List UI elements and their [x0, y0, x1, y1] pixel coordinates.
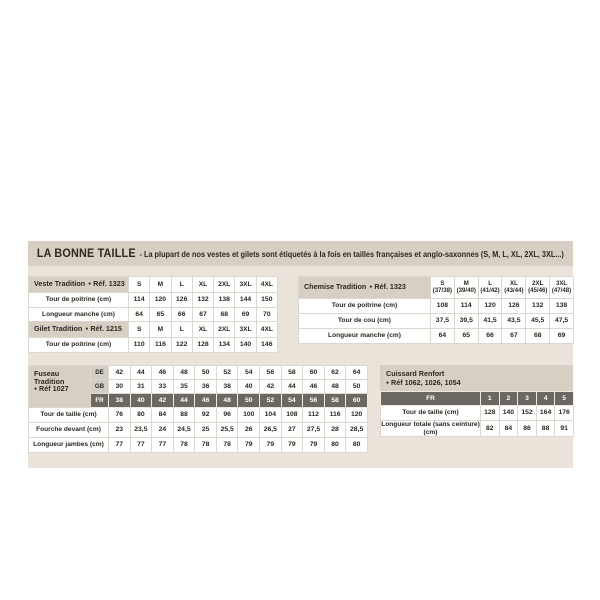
- value-cell: 144: [235, 293, 256, 308]
- table-title-cell: [299, 277, 431, 299]
- size-col-header: 3: [518, 392, 537, 406]
- table-title-cell: [380, 365, 573, 391]
- size-col-header: 2XL: [214, 277, 235, 293]
- size-cell: 62: [324, 366, 346, 380]
- size-cell: 64: [346, 366, 368, 380]
- value-cell: 47,5: [550, 314, 574, 329]
- size-header-row: [29, 322, 278, 338]
- size-cell: 36: [195, 380, 217, 394]
- value-cell: 152: [518, 406, 537, 421]
- table-name: Chemise Tradition: [304, 282, 367, 292]
- size-col-header: 3XL: [235, 322, 256, 338]
- ref-bullet-icon: ●: [34, 386, 38, 392]
- size-cell: 54: [281, 394, 303, 408]
- size-cell: 40: [130, 394, 152, 408]
- size-cell: 50: [238, 394, 260, 408]
- value-cell: 120: [346, 408, 368, 423]
- size-cell: 46: [152, 366, 174, 380]
- size-cell: 44: [281, 380, 303, 394]
- size-col-header: XL: [192, 277, 213, 293]
- measure-row: [29, 438, 368, 453]
- value-cell: 126: [502, 299, 526, 314]
- value-cell: 24,5: [173, 423, 195, 438]
- size-col-header: 4XL: [256, 322, 277, 338]
- value-cell: 108: [431, 299, 455, 314]
- table-ref-line: [386, 378, 573, 388]
- value-cell: 114: [454, 299, 478, 314]
- size-cell: 40: [238, 380, 260, 394]
- value-cell: 120: [150, 293, 171, 308]
- size-col-header: 3XL: [235, 277, 256, 293]
- value-cell: 84: [152, 408, 174, 423]
- value-cell: 146: [256, 338, 277, 353]
- ref-bullet-icon: ●: [369, 284, 373, 291]
- size-cell: 31: [130, 380, 152, 394]
- value-cell: 128: [192, 338, 213, 353]
- size-cell: 33: [152, 380, 174, 394]
- table-ref: Réf 1027: [39, 384, 69, 393]
- value-cell: 26,5: [260, 423, 282, 438]
- value-cell: 122: [171, 338, 192, 353]
- value-cell: 132: [192, 293, 213, 308]
- value-cell: 43,5: [502, 314, 526, 329]
- value-cell: 164: [536, 406, 555, 421]
- value-cell: 28,5: [346, 423, 368, 438]
- measure-row: [299, 299, 574, 314]
- chemise-tradition-table: [298, 276, 574, 344]
- size-cell: 50: [195, 366, 217, 380]
- measure-row: [381, 406, 574, 421]
- value-cell: 67: [192, 308, 213, 323]
- cuissard-renfort-table: [380, 365, 573, 437]
- size-col-header: L: [171, 322, 192, 338]
- value-cell: 25,5: [216, 423, 238, 438]
- value-cell: 82: [481, 421, 500, 437]
- table-name: Fuseau Tradition: [34, 369, 65, 386]
- size-col-header: 1: [481, 392, 500, 406]
- titlebar-text: [37, 248, 564, 260]
- table-name: Cuissard Renfort: [386, 369, 445, 378]
- size-system-label: DE: [91, 366, 109, 380]
- value-cell: 140: [235, 338, 256, 353]
- table-name: Veste Tradition: [34, 279, 86, 289]
- size-col-header: S: [129, 322, 150, 338]
- size-system-label: GB: [91, 380, 109, 394]
- value-cell: 69: [235, 308, 256, 323]
- value-cell: 39,5: [454, 314, 478, 329]
- value-cell: 91: [555, 421, 574, 437]
- measure-row: [29, 338, 278, 353]
- size-header-row: [299, 277, 574, 299]
- ref-bullet-icon: ●: [386, 380, 390, 386]
- value-cell: 23,5: [130, 423, 152, 438]
- value-cell: 88: [173, 408, 195, 423]
- row-label-cell: Longueur jambes (cm): [29, 438, 109, 453]
- size-col-header: 3XL (47/48): [550, 277, 574, 299]
- measure-row: [29, 408, 368, 423]
- measure-row: [299, 329, 574, 344]
- value-cell: 140: [499, 406, 518, 421]
- veste-tradition-table: [28, 276, 278, 323]
- size-col-header: 4XL: [256, 277, 277, 293]
- table-title-cell: [29, 366, 91, 408]
- size-cell: 35: [173, 380, 195, 394]
- size-cell: 42: [260, 380, 282, 394]
- size-cell: 52: [260, 394, 282, 408]
- size-col-header: 2XL: [214, 322, 235, 338]
- size-system-label: FR: [91, 394, 109, 408]
- value-cell: 45,5: [526, 314, 550, 329]
- value-cell: 114: [129, 293, 150, 308]
- value-cell: 41,5: [478, 314, 502, 329]
- size-cell: 48: [324, 380, 346, 394]
- value-cell: 104: [260, 408, 282, 423]
- ref-bullet-icon: ●: [88, 281, 92, 288]
- table-name: Gilet Tradition: [34, 324, 83, 334]
- table-title-cell: [29, 277, 129, 293]
- size-cell: 52: [216, 366, 238, 380]
- row-label-cell: Tour de poitrine (cm): [299, 299, 431, 314]
- value-cell: 108: [281, 408, 303, 423]
- size-system-label: FR: [381, 392, 481, 406]
- size-cell: 44: [130, 366, 152, 380]
- size-header-row: [381, 392, 574, 406]
- value-cell: 64: [431, 329, 455, 344]
- row-label-cell: Tour de cou (cm): [299, 314, 431, 329]
- size-cell: 46: [195, 394, 217, 408]
- size-header-row: [29, 277, 278, 293]
- size-cell: 48: [173, 366, 195, 380]
- size-cell: 58: [281, 366, 303, 380]
- value-cell: 23: [109, 423, 131, 438]
- size-guide-panel: [28, 241, 573, 468]
- table-ref-line: [34, 385, 90, 394]
- size-cell: 42: [109, 366, 131, 380]
- value-cell: 67: [502, 329, 526, 344]
- table-ref: Réf. 1215: [90, 324, 122, 334]
- size-col-header: M (39/40): [454, 277, 478, 299]
- value-cell: 80: [130, 408, 152, 423]
- measure-row: [29, 293, 278, 308]
- value-cell: 70: [256, 308, 277, 323]
- value-cell: 26: [238, 423, 260, 438]
- size-cell: 50: [346, 380, 368, 394]
- size-cell: 30: [109, 380, 131, 394]
- measure-row: [29, 423, 368, 438]
- size-cell: 60: [346, 394, 368, 408]
- size-cell: 38: [109, 394, 131, 408]
- value-cell: 79: [238, 438, 260, 453]
- value-cell: 37,5: [431, 314, 455, 329]
- size-cell: 48: [216, 394, 238, 408]
- value-cell: 68: [526, 329, 550, 344]
- size-col-header: XL: [192, 322, 213, 338]
- measure-row: [299, 314, 574, 329]
- value-cell: 100: [238, 408, 260, 423]
- value-cell: 25: [195, 423, 217, 438]
- size-col-header: S (37/38): [431, 277, 455, 299]
- table-title-cell: [29, 322, 129, 338]
- value-cell: 80: [346, 438, 368, 453]
- panel-subtitle: - La plupart de nos vestes et gilets sont étiquetés à la fois en tailles françaises et anglo-saxonnes (S, M, L, XL, 2XL, 3XL...): [139, 249, 565, 259]
- table-ref: Réf. 1323: [374, 282, 406, 292]
- size-cell: 44: [173, 394, 195, 408]
- table-ref: Réf. 1323: [93, 279, 125, 289]
- size-cell: 46: [303, 380, 325, 394]
- value-cell: 112: [303, 408, 325, 423]
- value-cell: 132: [526, 299, 550, 314]
- size-col-header: 2: [499, 392, 518, 406]
- size-col-header: XL (43/44): [502, 277, 526, 299]
- size-col-header: L: [171, 277, 192, 293]
- row-label-cell: Tour de poitrine (cm): [29, 338, 129, 353]
- size-cell: 38: [216, 380, 238, 394]
- value-cell: 64: [129, 308, 150, 323]
- value-cell: 80: [324, 438, 346, 453]
- row-label-cell: Longueur manche (cm): [299, 329, 431, 344]
- size-cell: 56: [260, 366, 282, 380]
- value-cell: 84: [499, 421, 518, 437]
- value-cell: 76: [109, 408, 131, 423]
- size-guide-titlebar: [28, 241, 573, 266]
- size-col-header: 4: [536, 392, 555, 406]
- value-cell: 110: [129, 338, 150, 353]
- value-cell: 138: [214, 293, 235, 308]
- row-label-cell: Fourche devant (cm): [29, 423, 109, 438]
- value-cell: 65: [454, 329, 478, 344]
- value-cell: 78: [195, 438, 217, 453]
- value-cell: 134: [214, 338, 235, 353]
- value-cell: 77: [130, 438, 152, 453]
- value-cell: 150: [256, 293, 277, 308]
- size-cell: 60: [303, 366, 325, 380]
- table-ref: Réf 1062, 1026, 1054: [391, 378, 461, 387]
- value-cell: 78: [216, 438, 238, 453]
- value-cell: 28: [324, 423, 346, 438]
- value-cell: 24: [152, 423, 174, 438]
- ref-bullet-icon: ●: [85, 326, 89, 333]
- size-col-header: M: [150, 277, 171, 293]
- size-col-header: S: [129, 277, 150, 293]
- row-label-cell: Tour de taille (cm): [381, 406, 481, 421]
- value-cell: 116: [324, 408, 346, 423]
- value-cell: 27: [281, 423, 303, 438]
- row-label-cell: Longueur totale (sans ceinture) (cm): [381, 421, 480, 436]
- size-cell: 58: [324, 394, 346, 408]
- value-cell: 116: [150, 338, 171, 353]
- value-cell: 79: [303, 438, 325, 453]
- fuseau-tradition-table: [28, 365, 368, 453]
- value-cell: 126: [171, 293, 192, 308]
- value-cell: 66: [478, 329, 502, 344]
- value-cell: 86: [518, 421, 537, 437]
- measure-row: [381, 421, 574, 437]
- size-col-header: 2XL (45/46): [526, 277, 550, 299]
- value-cell: 27,5: [303, 423, 325, 438]
- value-cell: 96: [216, 408, 238, 423]
- size-cell: 56: [303, 394, 325, 408]
- value-cell: 77: [109, 438, 131, 453]
- value-cell: 78: [173, 438, 195, 453]
- value-cell: 77: [152, 438, 174, 453]
- value-cell: 68: [214, 308, 235, 323]
- cuissard-size-table: [380, 391, 574, 437]
- value-cell: 88: [536, 421, 555, 437]
- size-col-header: L (41/42): [478, 277, 502, 299]
- size-cell: 54: [238, 366, 260, 380]
- size-col-header: 5: [555, 392, 574, 406]
- size-col-header: M: [150, 322, 171, 338]
- panel-title: LA BONNE TAILLE: [36, 247, 136, 260]
- value-cell: 120: [478, 299, 502, 314]
- value-cell: 65: [150, 308, 171, 323]
- gilet-tradition-table: [28, 321, 278, 353]
- value-cell: 79: [260, 438, 282, 453]
- value-cell: 128: [481, 406, 500, 421]
- size-cell: 42: [152, 394, 174, 408]
- value-cell: 66: [171, 308, 192, 323]
- value-cell: 79: [281, 438, 303, 453]
- row-label-cell: Tour de taille (cm): [29, 408, 109, 423]
- value-cell: 69: [550, 329, 574, 344]
- row-label-cell: Longueur manche (cm): [29, 308, 129, 323]
- value-cell: 92: [195, 408, 217, 423]
- row-label-cell: Tour de poitrine (cm): [29, 293, 129, 308]
- value-cell: 176: [555, 406, 574, 421]
- value-cell: 138: [550, 299, 574, 314]
- size-system-row: [29, 366, 368, 380]
